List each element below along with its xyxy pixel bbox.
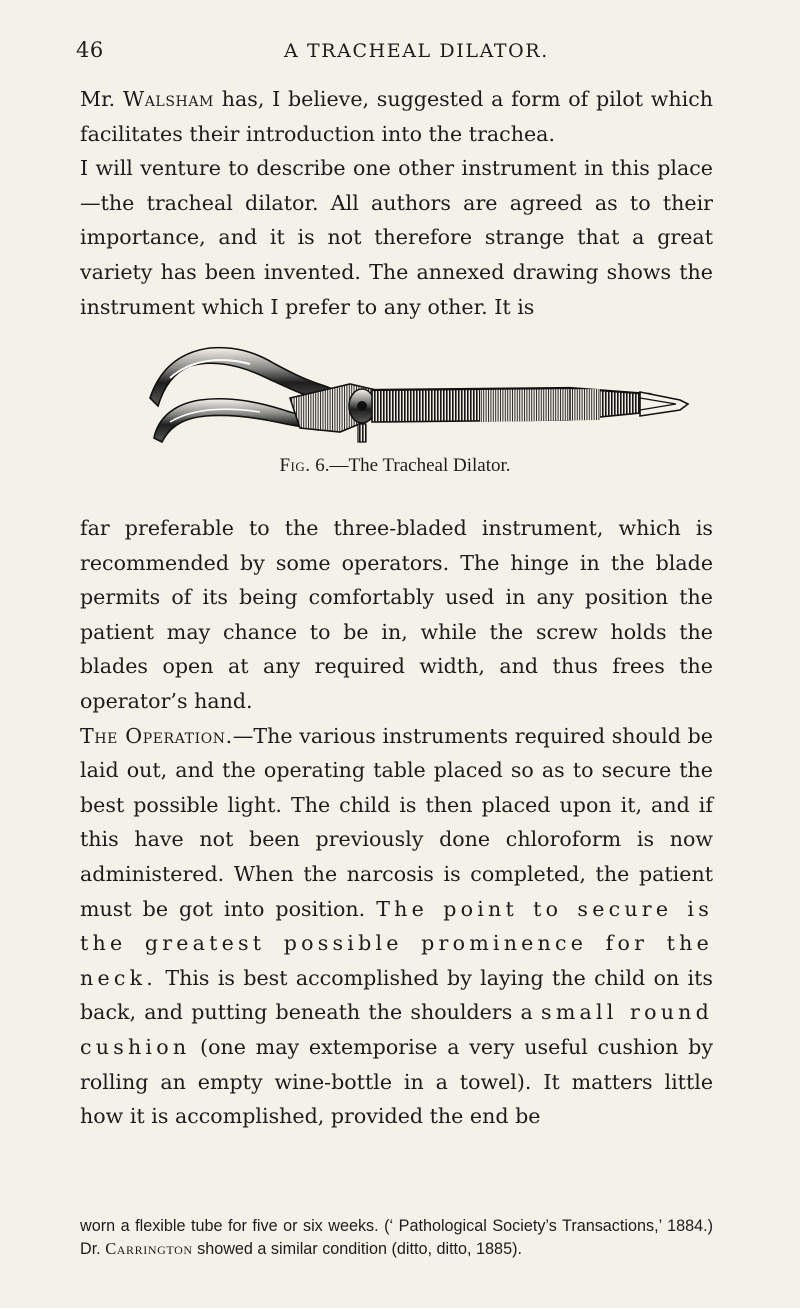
tracheal-dilator-illustration (140, 338, 700, 448)
paragraph-1-text: has, I believe, suggested a form of pilot which facilitates their introduction into the trachea. (80, 87, 713, 146)
author-name-carrington: Carrington (105, 1238, 193, 1258)
paragraph-1 (80, 82, 713, 151)
paragraph-4-text-a: —The various instruments required should be laid out, and the operating table placed so as to secure the best possible light. The child is then placed upon it, and if this have not been previously done chloroform is now administered. When the narcosis is completed, the patient must be got into position. (80, 723, 713, 921)
figure-caption-text: 6.—The Tracheal Dilator. (310, 455, 511, 476)
footnote-text-b: showed a similar condition (ditto, ditto, 1885). (192, 1239, 522, 1258)
text-block-lower (80, 511, 713, 1134)
paragraph-3: far preferable to the three-bladed instrument, which is recommended by some operators. The hinge in the blade permits of its being comfortably used in any position the patient may chance to be in, while the screw holds the blades open at any required width, and thus frees the operator’s hand. (80, 516, 713, 713)
page-header (76, 38, 716, 68)
author-name-walsham: Walsham (122, 87, 214, 111)
paragraph-4-text-b: This is best accomplished by laying the child on its back, and putting beneath the shoulders a (80, 965, 713, 1025)
paragraph-4-text-c: (one may extemporise a very useful cushion by rolling an empty wine-bottle in a towel). It matters little how it is accomplished, provided the end be (80, 1034, 713, 1129)
figure-tracheal-dilator (140, 338, 700, 476)
footnote-text-a: worn a flexible tube for five or six weeks. (‘ Pathological Society’s Transactions,’ 1884.) Dr. (80, 1217, 713, 1258)
page-number: 46 (76, 38, 104, 62)
footnote (80, 1215, 713, 1260)
paragraph-1-lead: Mr. (80, 87, 123, 111)
emphasis-prominence: The point to secure is the greatest possible prominence for the neck. (80, 896, 713, 990)
figure-label: Fig. (279, 455, 311, 476)
emphasis-cushion: small round cushion (80, 1000, 713, 1059)
text-block-upper (80, 82, 713, 324)
paragraph-4 (80, 719, 713, 1134)
section-heading-operation: The Operation. (80, 723, 233, 748)
running-head: A TRACHEAL DILATOR. (284, 40, 549, 62)
figure-caption (140, 455, 650, 477)
paragraph-2: I will venture to describe one other instrument in this place—the tracheal dilator. All authors are agreed as to their importance, and it is not therefore strange that a great variety has been invented. The annexed drawing shows the instrument which I prefer to any other. It is (80, 156, 713, 319)
